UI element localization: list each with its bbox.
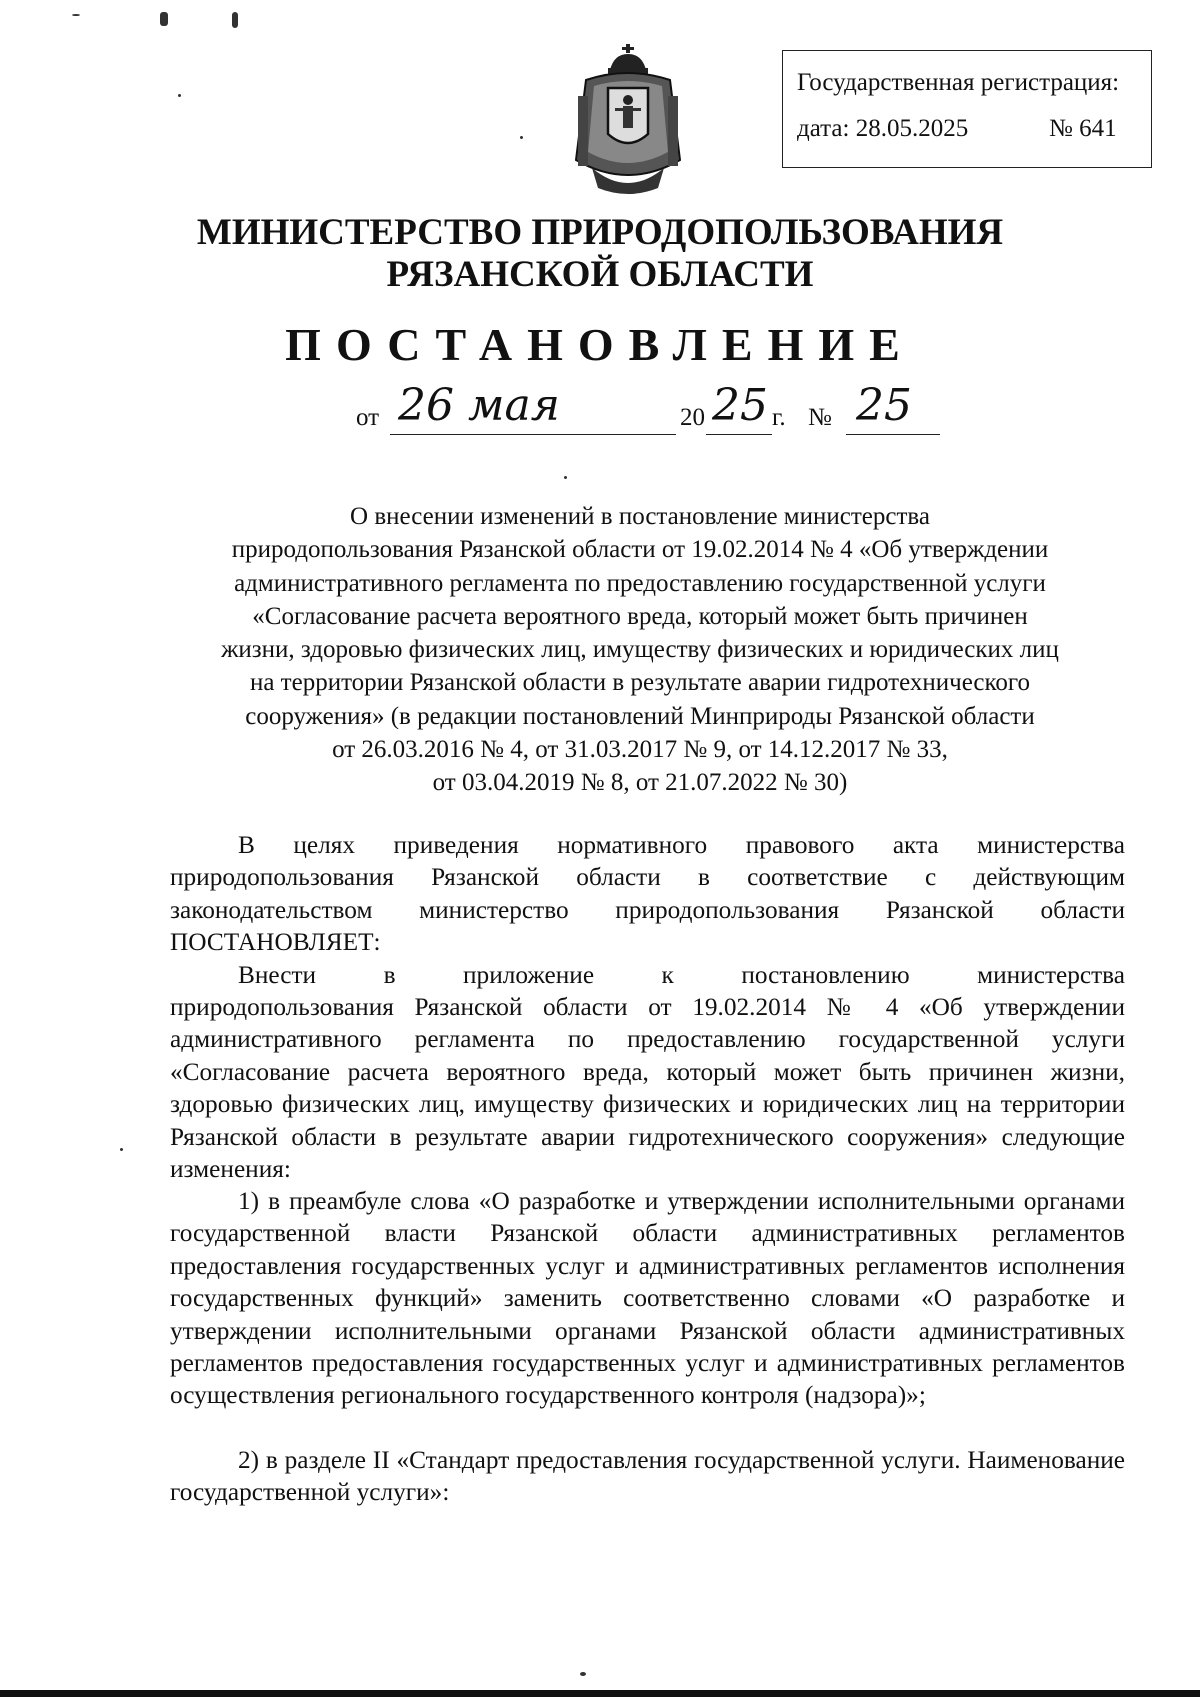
date-number-line [0,380,1200,438]
scan-speck [120,1148,123,1151]
item-2-paragraph [170,1444,1125,1509]
number-sign: № [808,404,832,431]
intro-paragraph [170,991,1125,1185]
year-abbr: г. [772,404,786,431]
item-1-paragraph [170,1185,1125,1412]
scan-speck [160,12,168,26]
scan-speck [564,476,567,479]
year-prefix: 20 [680,404,705,431]
registration-date-line [797,115,1117,143]
scan-bottom-edge [0,1690,1200,1697]
subject-line: от 26.03.2016 № 4, от 31.03.2017 № 9, от 14.12.2017 № 33, [332,736,948,764]
subject-line: «Согласование расчета вероятного вреда, который может быть причинен [252,602,1028,630]
year-underline [706,434,772,435]
registration-label: Государственная регистрация: [797,69,1120,96]
subject-line: административного регламента по предоставлению государственной услуги [234,569,1046,597]
subject-line: природопользования Рязанской области от 19.02.2014 № 4 «Об утверждении [231,536,1049,564]
intro-text: природопользования Рязанской области от 19.02.2014 № 4 «Об утверждении административного регламента по предоставлению государственной услуги «Согласование расчета вероятного вреда, который может быть причинен жизни, здоровью физических лиц, имуществу физических и юридических лиц на территории Рязанской области в результате аварии гидротехнического сооружения» следующие изменения: [170,993,1125,1184]
subject-line: сооружения» (в редакции постановлений Минприроды Рязанской области [245,702,1035,730]
registration-number: № 641 [1049,115,1117,142]
preamble-paragraph [170,829,1125,959]
subject-line: жизни, здоровью физических лиц, имуществу физических и юридических лиц [221,636,1059,664]
scan-speck [178,94,181,97]
ministry-title-line2: РЯЗАНСКОЙ ОБЛАСТИ [386,254,814,295]
handwritten-number: 25 [856,380,912,431]
document-subject [150,500,1130,800]
scan-speck [232,12,238,28]
coat-of-arms-emblem [574,40,694,198]
scan-speck [580,1672,586,1676]
subject-line: О внесении изменений в постановление министерства [350,503,930,530]
intro-first-text: Внести в приложение к постановлению министерства [238,961,1125,989]
number-underline [846,434,940,435]
scan-speck [72,14,80,16]
document-type-heading: ПОСТАНОВЛЕНИЕ [285,319,915,370]
subject-line: от 03.04.2019 № 8, от 21.07.2022 № 30) [432,769,848,797]
handwritten-date: 26 мая [398,380,560,431]
registration-date: дата: 28.05.2025 [797,115,969,142]
item-2-text: 2) в разделе II «Стандарт предоставления государственной услуги. Наименование государственной услуги»: [170,1446,1125,1507]
subject-line: на территории Рязанской области в результате аварии гидротехнического [249,669,1031,697]
date-underline [390,434,676,435]
registration-stamp [782,50,1152,168]
ministry-title [0,212,1200,296]
intro-first-line [170,959,1125,991]
scan-speck [520,136,523,139]
item-1-text: 1) в преамбуле слова «О разработке и утверждении исполнительными органами государственной власти Рязанской области административных регламентов предоставления государственных услуг и административных регламентов исполнения государственных функций» заменить соответственно словами «О разработке и утверждении исполнительными органами Рязанской области административных регламентов предоставления государственных услуг и административных регламентов осуществления регионального государственного контроля (надзора)»; [170,1187,1125,1410]
preamble-text: В целях приведения нормативного правового акта министерства природопользования Рязанской области в соответствие с действующим законодательством министерство природопользования Рязанской области ПОСТАНОВЛЯЕТ: [170,831,1125,957]
handwritten-year: 25 [712,380,768,431]
ministry-title-line1: МИНИСТЕРСТВО ПРИРОДОПОЛЬЗОВАНИЯ [196,212,1004,253]
date-prefix: от [356,404,380,431]
